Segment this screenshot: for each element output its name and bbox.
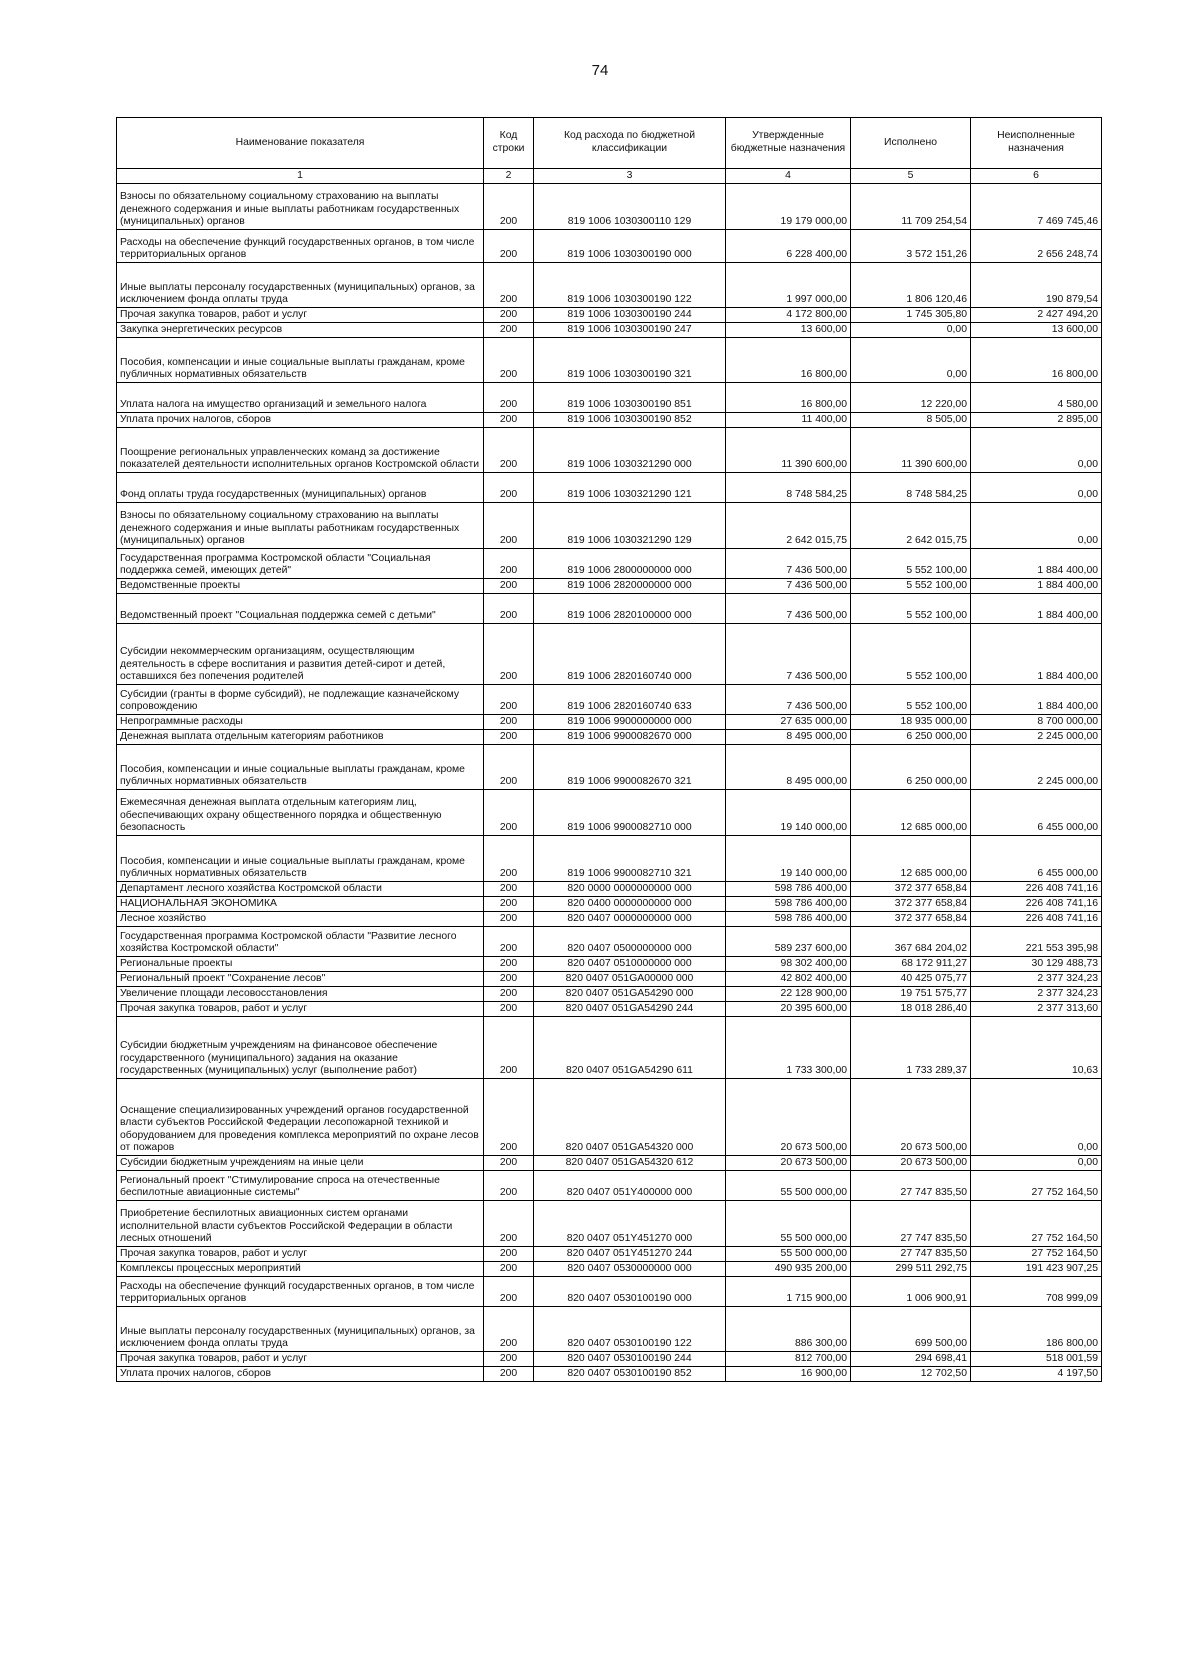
table-row — [117, 383, 1102, 413]
column-number: 5 — [851, 169, 971, 184]
cell-line-code: 200 — [484, 987, 534, 1002]
cell-executed: 40 425 075,77 — [851, 972, 971, 987]
cell-executed: 6 250 000,00 — [851, 730, 971, 745]
cell-approved: 20 673 500,00 — [726, 1156, 851, 1171]
table-row — [117, 730, 1102, 745]
table-row — [117, 624, 1102, 685]
cell-line-code: 200 — [484, 473, 534, 503]
table-row — [117, 836, 1102, 882]
cell-budget-code: 819 1006 1030300190 244 — [534, 308, 726, 323]
cell-approved: 886 300,00 — [726, 1307, 851, 1352]
cell-budget-code: 820 0000 0000000000 000 — [534, 882, 726, 897]
cell-approved: 42 802 400,00 — [726, 972, 851, 987]
cell-unexecuted: 1 884 400,00 — [971, 579, 1102, 594]
cell-executed: 1 745 305,80 — [851, 308, 971, 323]
cell-line-code: 200 — [484, 1247, 534, 1262]
cell-unexecuted: 27 752 164,50 — [971, 1247, 1102, 1262]
cell-unexecuted: 10,63 — [971, 1017, 1102, 1079]
cell-unexecuted: 0,00 — [971, 473, 1102, 503]
cell-approved: 7 436 500,00 — [726, 685, 851, 715]
cell-executed: 294 698,41 — [851, 1352, 971, 1367]
cell-budget-code: 820 0407 0000000000 000 — [534, 912, 726, 927]
cell-executed: 8 748 584,25 — [851, 473, 971, 503]
cell-unexecuted: 186 800,00 — [971, 1307, 1102, 1352]
cell-name: Уплата прочих налогов, сборов — [117, 1367, 484, 1382]
cell-unexecuted: 0,00 — [971, 428, 1102, 473]
cell-unexecuted: 2 895,00 — [971, 413, 1102, 428]
cell-executed: 11 709 254,54 — [851, 184, 971, 230]
cell-executed: 1 006 900,91 — [851, 1277, 971, 1307]
cell-budget-code: 819 1006 1030300190 122 — [534, 263, 726, 308]
cell-name: Приобретение беспилотных авиационных систем органами исполнительной власти субъектов Российской Федерации в области лесных отношений — [117, 1201, 484, 1247]
table-row — [117, 1307, 1102, 1352]
cell-approved: 7 436 500,00 — [726, 624, 851, 685]
cell-line-code: 200 — [484, 1367, 534, 1382]
cell-executed: 5 552 100,00 — [851, 685, 971, 715]
cell-name: Департамент лесного хозяйства Костромской области — [117, 882, 484, 897]
cell-executed: 699 500,00 — [851, 1307, 971, 1352]
cell-line-code: 200 — [484, 1156, 534, 1171]
table-row — [117, 987, 1102, 1002]
cell-name: Закупка энергетических ресурсов — [117, 323, 484, 338]
cell-executed: 12 220,00 — [851, 383, 971, 413]
cell-line-code: 200 — [484, 428, 534, 473]
cell-line-code: 200 — [484, 745, 534, 790]
cell-line-code: 200 — [484, 230, 534, 263]
cell-line-code: 200 — [484, 594, 534, 624]
cell-executed: 3 572 151,26 — [851, 230, 971, 263]
cell-approved: 812 700,00 — [726, 1352, 851, 1367]
table-row — [117, 1277, 1102, 1307]
cell-executed: 19 751 575,77 — [851, 987, 971, 1002]
cell-name: Субсидии бюджетным учреждениям на иные цели — [117, 1156, 484, 1171]
cell-approved: 98 302 400,00 — [726, 957, 851, 972]
cell-approved: 22 128 900,00 — [726, 987, 851, 1002]
cell-name: Фонд оплаты труда государственных (муниципальных) органов — [117, 473, 484, 503]
cell-line-code: 200 — [484, 912, 534, 927]
cell-line-code: 200 — [484, 338, 534, 383]
table-row — [117, 927, 1102, 957]
cell-name: Прочая закупка товаров, работ и услуг — [117, 308, 484, 323]
column-number: 1 — [117, 169, 484, 184]
cell-executed: 372 377 658,84 — [851, 897, 971, 912]
cell-name: Государственная программа Костромской области "Развитие лесного хозяйства Костромской области" — [117, 927, 484, 957]
cell-approved: 589 237 600,00 — [726, 927, 851, 957]
cell-budget-code: 820 0407 0530100190 244 — [534, 1352, 726, 1367]
column-number-row — [117, 169, 1102, 184]
table-row — [117, 882, 1102, 897]
table-row — [117, 1079, 1102, 1156]
cell-approved: 19 140 000,00 — [726, 836, 851, 882]
cell-line-code: 200 — [484, 503, 534, 549]
cell-name: Лесное хозяйство — [117, 912, 484, 927]
cell-name: Прочая закупка товаров, работ и услуг — [117, 1002, 484, 1017]
table-row — [117, 1017, 1102, 1079]
cell-name: Прочая закупка товаров, работ и услуг — [117, 1352, 484, 1367]
cell-unexecuted: 190 879,54 — [971, 263, 1102, 308]
cell-unexecuted: 0,00 — [971, 1156, 1102, 1171]
cell-line-code: 200 — [484, 1277, 534, 1307]
cell-approved: 55 500 000,00 — [726, 1247, 851, 1262]
cell-unexecuted: 6 455 000,00 — [971, 836, 1102, 882]
cell-executed: 12 685 000,00 — [851, 790, 971, 836]
cell-executed: 6 250 000,00 — [851, 745, 971, 790]
cell-unexecuted: 1 884 400,00 — [971, 685, 1102, 715]
cell-budget-code: 819 1006 2820100000 000 — [534, 594, 726, 624]
cell-name: Ежемесячная денежная выплата отдельным категориям лиц, обеспечивающих охрану общественного порядка и общественную безопасность — [117, 790, 484, 836]
cell-budget-code: 819 1006 2800000000 000 — [534, 549, 726, 579]
header-budget-code: Код расхода по бюджетной классификации — [534, 118, 726, 169]
cell-approved: 7 436 500,00 — [726, 594, 851, 624]
cell-approved: 55 500 000,00 — [726, 1201, 851, 1247]
cell-approved: 490 935 200,00 — [726, 1262, 851, 1277]
cell-budget-code: 820 0407 051Y400000 000 — [534, 1171, 726, 1201]
table-row — [117, 308, 1102, 323]
cell-line-code: 200 — [484, 624, 534, 685]
table-row — [117, 473, 1102, 503]
budget-execution-table — [116, 117, 1102, 1382]
cell-line-code: 200 — [484, 549, 534, 579]
cell-unexecuted: 1 884 400,00 — [971, 549, 1102, 579]
cell-approved: 8 495 000,00 — [726, 730, 851, 745]
cell-unexecuted: 16 800,00 — [971, 338, 1102, 383]
table-row — [117, 715, 1102, 730]
cell-name: Ведомственные проекты — [117, 579, 484, 594]
cell-line-code: 200 — [484, 323, 534, 338]
table-row — [117, 594, 1102, 624]
cell-line-code: 200 — [484, 1201, 534, 1247]
cell-budget-code: 820 0407 0510000000 000 — [534, 957, 726, 972]
cell-budget-code: 819 1006 2820160740 000 — [534, 624, 726, 685]
cell-approved: 11 390 600,00 — [726, 428, 851, 473]
cell-approved: 19 140 000,00 — [726, 790, 851, 836]
cell-name: Субсидии некоммерческим организациям, осуществляющим деятельность в сфере воспитания и развития детей-сирот и детей, оставшихся без попечения родителей — [117, 624, 484, 685]
cell-approved: 27 635 000,00 — [726, 715, 851, 730]
cell-name: Оснащение специализированных учреждений органов государственной власти субъектов Российской Федерации лесопожарной техникой и оборудованием для проведения комплекса мероприятий по охране лесов от пожаров — [117, 1079, 484, 1156]
cell-name: Региональный проект "Сохранение лесов" — [117, 972, 484, 987]
cell-budget-code: 819 1006 1030321290 000 — [534, 428, 726, 473]
cell-name: Взносы по обязательному социальному страхованию на выплаты денежного содержания и иные выплаты работникам государственных (муниципальных) органов — [117, 503, 484, 549]
cell-executed: 27 747 835,50 — [851, 1247, 971, 1262]
cell-budget-code: 820 0407 051GA54290 244 — [534, 1002, 726, 1017]
table-row — [117, 413, 1102, 428]
page-number: 74 — [591, 62, 609, 79]
table-row — [117, 263, 1102, 308]
cell-budget-code: 819 1006 1030300110 129 — [534, 184, 726, 230]
cell-line-code: 200 — [484, 927, 534, 957]
cell-unexecuted: 226 408 741,16 — [971, 912, 1102, 927]
cell-executed: 18 935 000,00 — [851, 715, 971, 730]
table-row — [117, 790, 1102, 836]
cell-approved: 7 436 500,00 — [726, 579, 851, 594]
header-unexecuted: Неисполненные назначения — [971, 118, 1102, 169]
cell-unexecuted: 27 752 164,50 — [971, 1201, 1102, 1247]
table-row — [117, 503, 1102, 549]
cell-name: Государственная программа Костромской области "Социальная поддержка семей, имеющих детей" — [117, 549, 484, 579]
cell-line-code: 200 — [484, 730, 534, 745]
cell-unexecuted: 708 999,09 — [971, 1277, 1102, 1307]
cell-name: Региональный проект "Стимулирование спроса на отечественные беспилотные авиационные системы" — [117, 1171, 484, 1201]
cell-name: Расходы на обеспечение функций государственных органов, в том числе территориальных органов — [117, 230, 484, 263]
cell-unexecuted: 226 408 741,16 — [971, 897, 1102, 912]
cell-line-code: 200 — [484, 882, 534, 897]
cell-approved: 4 172 800,00 — [726, 308, 851, 323]
cell-unexecuted: 518 001,59 — [971, 1352, 1102, 1367]
cell-line-code: 200 — [484, 263, 534, 308]
cell-name: Пособия, компенсации и иные социальные выплаты гражданам, кроме публичных нормативных обязательств — [117, 836, 484, 882]
column-number: 3 — [534, 169, 726, 184]
cell-executed: 299 511 292,75 — [851, 1262, 971, 1277]
cell-name: Прочая закупка товаров, работ и услуг — [117, 1247, 484, 1262]
cell-executed: 5 552 100,00 — [851, 579, 971, 594]
cell-executed: 11 390 600,00 — [851, 428, 971, 473]
cell-unexecuted: 4 580,00 — [971, 383, 1102, 413]
table-row — [117, 957, 1102, 972]
table-row — [117, 685, 1102, 715]
cell-line-code: 200 — [484, 1307, 534, 1352]
cell-unexecuted: 13 600,00 — [971, 323, 1102, 338]
table-row — [117, 230, 1102, 263]
cell-executed: 8 505,00 — [851, 413, 971, 428]
cell-line-code: 200 — [484, 308, 534, 323]
column-number: 6 — [971, 169, 1102, 184]
cell-name: Уплата налога на имущество организаций и земельного налога — [117, 383, 484, 413]
table-row — [117, 323, 1102, 338]
cell-budget-code: 820 0407 051GA54290 611 — [534, 1017, 726, 1079]
table-row — [117, 745, 1102, 790]
cell-line-code: 200 — [484, 1352, 534, 1367]
cell-name: Пособия, компенсации и иные социальные выплаты гражданам, кроме публичных нормативных обязательств — [117, 338, 484, 383]
cell-executed: 20 673 500,00 — [851, 1156, 971, 1171]
table-row — [117, 579, 1102, 594]
cell-name: Увеличение площади лесовосстановления — [117, 987, 484, 1002]
cell-approved: 1 733 300,00 — [726, 1017, 851, 1079]
cell-executed: 1 806 120,46 — [851, 263, 971, 308]
table-row — [117, 1201, 1102, 1247]
table-row — [117, 428, 1102, 473]
cell-executed: 0,00 — [851, 338, 971, 383]
cell-name: Ведомственный проект "Социальная поддержка семей с детьми" — [117, 594, 484, 624]
cell-budget-code: 820 0407 051GA00000 000 — [534, 972, 726, 987]
cell-approved: 20 395 600,00 — [726, 1002, 851, 1017]
cell-line-code: 200 — [484, 836, 534, 882]
cell-line-code: 200 — [484, 1262, 534, 1277]
cell-unexecuted: 8 700 000,00 — [971, 715, 1102, 730]
cell-unexecuted: 6 455 000,00 — [971, 790, 1102, 836]
table-row — [117, 1367, 1102, 1382]
cell-approved: 19 179 000,00 — [726, 184, 851, 230]
cell-line-code: 200 — [484, 1002, 534, 1017]
cell-name: Комплексы процессных мероприятий — [117, 1262, 484, 1277]
cell-budget-code: 819 1006 1030300190 321 — [534, 338, 726, 383]
cell-approved: 1 997 000,00 — [726, 263, 851, 308]
cell-name: Иные выплаты персоналу государственных (муниципальных) органов, за исключением фонда оплаты труда — [117, 1307, 484, 1352]
cell-line-code: 200 — [484, 685, 534, 715]
cell-executed: 12 685 000,00 — [851, 836, 971, 882]
cell-approved: 55 500 000,00 — [726, 1171, 851, 1201]
cell-line-code: 200 — [484, 897, 534, 912]
header-row — [117, 118, 1102, 169]
cell-approved: 1 715 900,00 — [726, 1277, 851, 1307]
table-row — [117, 1352, 1102, 1367]
cell-unexecuted: 1 884 400,00 — [971, 594, 1102, 624]
cell-unexecuted: 2 245 000,00 — [971, 745, 1102, 790]
cell-executed: 5 552 100,00 — [851, 624, 971, 685]
cell-executed: 1 733 289,37 — [851, 1017, 971, 1079]
cell-approved: 598 786 400,00 — [726, 882, 851, 897]
column-number: 4 — [726, 169, 851, 184]
cell-budget-code: 820 0407 0530000000 000 — [534, 1262, 726, 1277]
cell-budget-code: 819 1006 9900082670 000 — [534, 730, 726, 745]
cell-name: Взносы по обязательному социальному страхованию на выплаты денежного содержания и иные выплаты работникам государственных (муниципальных) органов — [117, 184, 484, 230]
cell-executed: 27 747 835,50 — [851, 1171, 971, 1201]
cell-executed: 2 642 015,75 — [851, 503, 971, 549]
cell-budget-code: 819 1006 1030300190 000 — [534, 230, 726, 263]
cell-budget-code: 820 0407 051GA54320 612 — [534, 1156, 726, 1171]
cell-approved: 8 748 584,25 — [726, 473, 851, 503]
cell-name: Региональные проекты — [117, 957, 484, 972]
cell-unexecuted: 2 377 324,23 — [971, 987, 1102, 1002]
cell-budget-code: 819 1006 9900082670 321 — [534, 745, 726, 790]
cell-unexecuted: 0,00 — [971, 503, 1102, 549]
cell-budget-code: 819 1006 1030321290 121 — [534, 473, 726, 503]
cell-budget-code: 820 0407 0530100190 852 — [534, 1367, 726, 1382]
cell-approved: 16 900,00 — [726, 1367, 851, 1382]
cell-line-code: 200 — [484, 383, 534, 413]
cell-name: Иные выплаты персоналу государственных (муниципальных) органов, за исключением фонда оплаты труда — [117, 263, 484, 308]
cell-approved: 8 495 000,00 — [726, 745, 851, 790]
cell-executed: 5 552 100,00 — [851, 549, 971, 579]
table-row — [117, 1156, 1102, 1171]
cell-approved: 11 400,00 — [726, 413, 851, 428]
cell-budget-code: 819 1006 1030321290 129 — [534, 503, 726, 549]
cell-executed: 367 684 204,02 — [851, 927, 971, 957]
cell-unexecuted: 221 553 395,98 — [971, 927, 1102, 957]
cell-budget-code: 819 1006 1030300190 851 — [534, 383, 726, 413]
cell-executed: 20 673 500,00 — [851, 1079, 971, 1156]
cell-budget-code: 820 0407 051GA54290 000 — [534, 987, 726, 1002]
cell-budget-code: 819 1006 1030300190 247 — [534, 323, 726, 338]
header-approved: Утвержденные бюджетные назначения — [726, 118, 851, 169]
table-row — [117, 184, 1102, 230]
cell-executed: 68 172 911,27 — [851, 957, 971, 972]
cell-line-code: 200 — [484, 1171, 534, 1201]
cell-budget-code: 820 0407 0530100190 000 — [534, 1277, 726, 1307]
cell-unexecuted: 2 656 248,74 — [971, 230, 1102, 263]
cell-unexecuted: 0,00 — [971, 1079, 1102, 1156]
cell-executed: 0,00 — [851, 323, 971, 338]
cell-executed: 372 377 658,84 — [851, 882, 971, 897]
cell-approved: 16 800,00 — [726, 383, 851, 413]
cell-budget-code: 819 1006 1030300190 852 — [534, 413, 726, 428]
cell-unexecuted: 7 469 745,46 — [971, 184, 1102, 230]
cell-unexecuted: 191 423 907,25 — [971, 1262, 1102, 1277]
cell-budget-code: 820 0407 051Y451270 000 — [534, 1201, 726, 1247]
cell-budget-code: 820 0407 051GA54320 000 — [534, 1079, 726, 1156]
cell-budget-code: 819 1006 9900000000 000 — [534, 715, 726, 730]
cell-name: НАЦИОНАЛЬНАЯ ЭКОНОМИКА — [117, 897, 484, 912]
cell-line-code: 200 — [484, 1079, 534, 1156]
cell-approved: 2 642 015,75 — [726, 503, 851, 549]
cell-unexecuted: 4 197,50 — [971, 1367, 1102, 1382]
cell-approved: 598 786 400,00 — [726, 897, 851, 912]
cell-budget-code: 820 0400 0000000000 000 — [534, 897, 726, 912]
cell-name: Уплата прочих налогов, сборов — [117, 413, 484, 428]
table-row — [117, 1002, 1102, 1017]
cell-unexecuted: 30 129 488,73 — [971, 957, 1102, 972]
cell-executed: 27 747 835,50 — [851, 1201, 971, 1247]
cell-budget-code: 819 1006 9900082710 000 — [534, 790, 726, 836]
cell-line-code: 200 — [484, 1017, 534, 1079]
cell-executed: 372 377 658,84 — [851, 912, 971, 927]
cell-budget-code: 820 0407 0530100190 122 — [534, 1307, 726, 1352]
table-row — [117, 338, 1102, 383]
cell-unexecuted: 226 408 741,16 — [971, 882, 1102, 897]
table-row — [117, 1247, 1102, 1262]
cell-line-code: 200 — [484, 413, 534, 428]
cell-line-code: 200 — [484, 579, 534, 594]
cell-budget-code: 820 0407 051Y451270 244 — [534, 1247, 726, 1262]
cell-line-code: 200 — [484, 790, 534, 836]
cell-approved: 7 436 500,00 — [726, 549, 851, 579]
cell-name: Пособия, компенсации и иные социальные выплаты гражданам, кроме публичных нормативных обязательств — [117, 745, 484, 790]
header-executed: Исполнено — [851, 118, 971, 169]
table-row — [117, 897, 1102, 912]
cell-budget-code: 819 1006 2820000000 000 — [534, 579, 726, 594]
cell-unexecuted: 2 377 313,60 — [971, 1002, 1102, 1017]
table-row — [117, 549, 1102, 579]
cell-approved: 20 673 500,00 — [726, 1079, 851, 1156]
table-row — [117, 972, 1102, 987]
cell-approved: 16 800,00 — [726, 338, 851, 383]
cell-executed: 18 018 286,40 — [851, 1002, 971, 1017]
cell-unexecuted: 1 884 400,00 — [971, 624, 1102, 685]
cell-budget-code: 819 1006 2820160740 633 — [534, 685, 726, 715]
cell-approved: 6 228 400,00 — [726, 230, 851, 263]
cell-name: Субсидии бюджетным учреждениям на финансовое обеспечение государственного (муниципального) задания на оказание государственных (муниципальных) услуг (выполнение работ) — [117, 1017, 484, 1079]
cell-name: Денежная выплата отдельным категориям работников — [117, 730, 484, 745]
cell-budget-code: 820 0407 0500000000 000 — [534, 927, 726, 957]
column-number: 2 — [484, 169, 534, 184]
cell-unexecuted: 27 752 164,50 — [971, 1171, 1102, 1201]
cell-line-code: 200 — [484, 715, 534, 730]
cell-name: Субсидии (гранты в форме субсидий), не подлежащие казначейскому сопровождению — [117, 685, 484, 715]
cell-name: Поощрение региональных управленческих команд за достижение показателей деятельности исполнительных органов Костромской области — [117, 428, 484, 473]
cell-name: Непрограммные расходы — [117, 715, 484, 730]
cell-approved: 13 600,00 — [726, 323, 851, 338]
cell-unexecuted: 2 427 494,20 — [971, 308, 1102, 323]
cell-name: Расходы на обеспечение функций государственных органов, в том числе территориальных органов — [117, 1277, 484, 1307]
cell-approved: 598 786 400,00 — [726, 912, 851, 927]
cell-unexecuted: 2 377 324,23 — [971, 972, 1102, 987]
header-name: Наименование показателя — [117, 118, 484, 169]
cell-budget-code: 819 1006 9900082710 321 — [534, 836, 726, 882]
table-row — [117, 1262, 1102, 1277]
cell-line-code: 200 — [484, 184, 534, 230]
header-line-code: Код строки — [484, 118, 534, 169]
cell-executed: 5 552 100,00 — [851, 594, 971, 624]
cell-executed: 12 702,50 — [851, 1367, 971, 1382]
table-row — [117, 1171, 1102, 1201]
table-row — [117, 912, 1102, 927]
cell-line-code: 200 — [484, 957, 534, 972]
table-body — [117, 184, 1102, 1382]
cell-unexecuted: 2 245 000,00 — [971, 730, 1102, 745]
cell-line-code: 200 — [484, 972, 534, 987]
